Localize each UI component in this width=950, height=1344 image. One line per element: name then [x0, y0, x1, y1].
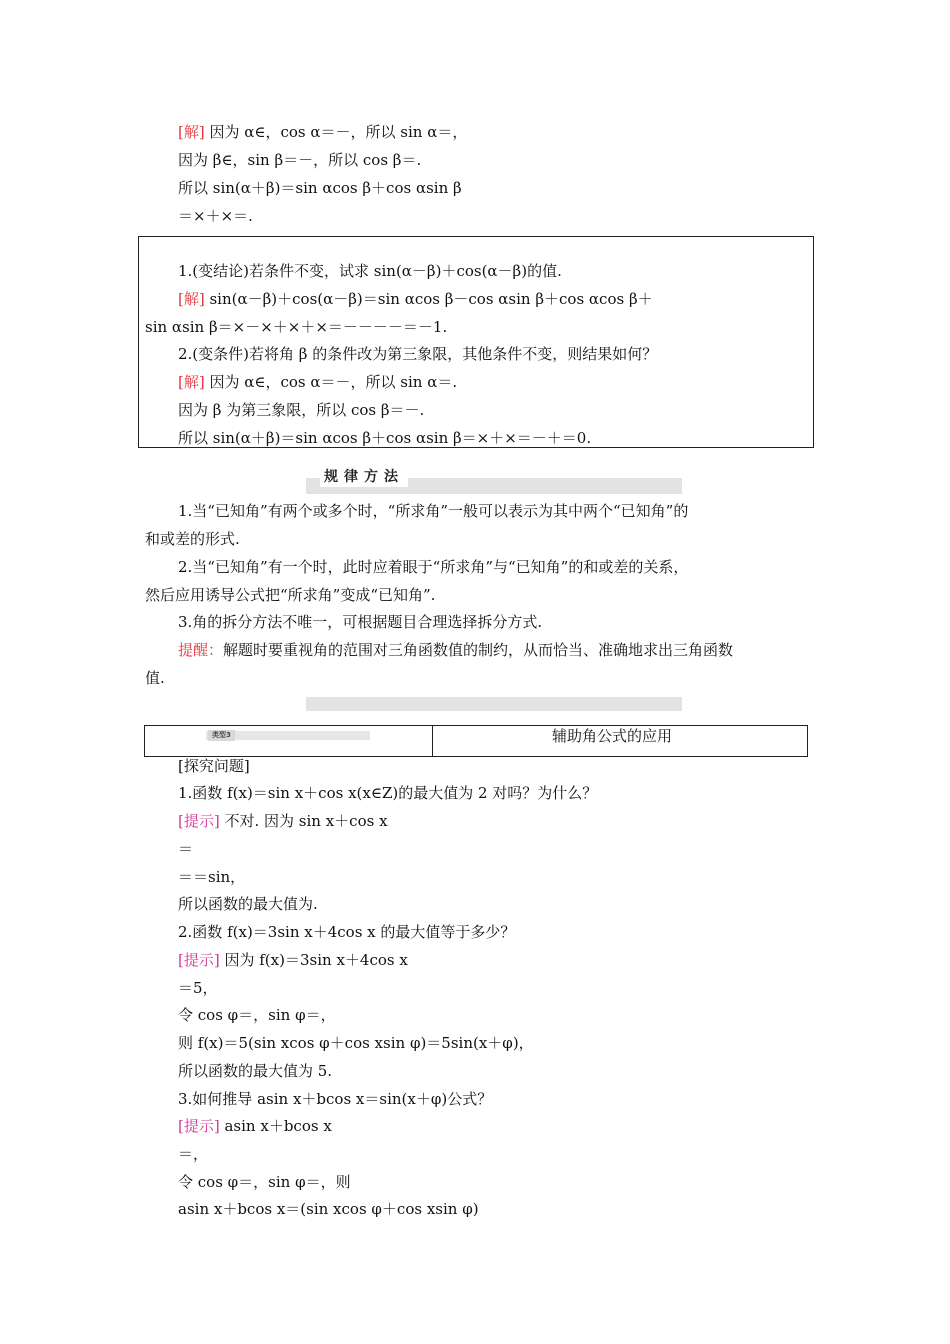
explore-h2-line3: 令 cos φ＝，sin φ＝，: [178, 1006, 336, 1024]
method-banner-title: 规律方法: [320, 467, 408, 487]
method-p1: 1.当“已知角”有两个或多个时，“所求角”一般可以表示为其中两个“已知角”的: [178, 502, 689, 520]
explore-h3: [提示] asin x＋bcos x: [178, 1117, 332, 1135]
method-p2: 2.当“已知角”有一个时，此时应着眼于“所求角”与“已知角”的和或差的关系，: [178, 558, 689, 576]
tip-label: 提醒：: [178, 641, 224, 659]
explore-q3: 3.如何推导 asin x＋bcos x＝sin(x＋φ)公式？: [178, 1090, 493, 1108]
solution-line-1: [解] 因为 α∈，cos α＝－，所以 sin α＝，: [178, 123, 468, 141]
explore-h2-line5: 所以函数的最大值为 5.: [178, 1062, 333, 1080]
type3-tag: 类型3: [208, 730, 235, 741]
solution-line-3: 所以 sin(α＋β)＝sin αcos β＋cos αsin β: [178, 179, 462, 197]
hint-tag: [提示]: [178, 812, 220, 830]
solution-tag: [解]: [178, 373, 205, 391]
variant-q1: 1.(变结论)若条件不变，试求 sin(α－β)＋cos(α－β)的值.: [178, 262, 562, 280]
type3-title: 辅助角公式的应用: [552, 727, 673, 745]
solution-line-4: ＝×＋×＝.: [178, 207, 253, 225]
section-separator: [306, 697, 682, 711]
method-tip-cont: 值.: [145, 669, 165, 687]
type3-divider: [432, 725, 433, 756]
explore-h3-line2: ＝，: [178, 1145, 209, 1163]
explore-h1-line3: ＝＝sin，: [178, 868, 246, 886]
explore-q2: 2.函数 f(x)＝3sin x＋4cos x 的最大值等于多少？: [178, 923, 516, 941]
solution-line-2: 因为 β∈，sin β＝－，所以 cos β＝.: [178, 151, 422, 169]
variant-a1-cont: sin αsin β＝×－×＋×＋×＝－－－－＝－1.: [145, 318, 448, 336]
method-p2-cont: 然后应用诱导公式把“所求角”变成“已知角”.: [145, 586, 436, 604]
hint-tag: [提示]: [178, 951, 220, 969]
explore-q1: 1.函数 f(x)＝sin x＋cos x(x∈Z)的最大值为 2 对吗？为什么？: [178, 784, 598, 802]
explore-h2-line2: ＝5，: [178, 979, 218, 997]
method-p1-cont: 和或差的形式.: [145, 530, 240, 548]
explore-h3-line4: asin x＋bcos x＝(sin xcos φ＋cos xsin φ): [178, 1200, 479, 1218]
explore-h2: [提示] 因为 f(x)＝3sin x＋4cos x: [178, 951, 408, 969]
explore-h2-line4: 则 f(x)＝5(sin xcos φ＋cos xsin φ)＝5sin(x＋φ)，: [178, 1034, 534, 1052]
solution-tag: [解]: [178, 290, 205, 308]
explore-h1-line2: ＝: [178, 840, 194, 858]
variant-a2: [解] 因为 α∈，cos α＝－，所以 sin α＝.: [178, 373, 458, 391]
method-p3: 3.角的拆分方法不唯一，可根据题目合理选择拆分方式.: [178, 613, 543, 631]
solution-tag: [解]: [178, 123, 205, 141]
method-tip: 提醒：解题时要重视角的范围对三角函数值的制约，从而恰当、准确地求出三角函数: [178, 641, 734, 659]
type3-header: [144, 725, 808, 757]
variant-q2: 2.(变条件)若将角 β 的条件改为第三象限，其他条件不变，则结果如何？: [178, 345, 658, 363]
variant-a1: [解] sin(α－β)＋cos(α－β)＝sin αcos β－cos αsin β＋cos αcos β＋: [178, 290, 653, 308]
explore-h1-line4: 所以函数的最大值为.: [178, 895, 318, 913]
hint-tag: [提示]: [178, 1117, 220, 1135]
variant-a2-line3: 所以 sin(α＋β)＝sin αcos β＋cos αsin β＝×＋×＝－＋＝0.: [178, 429, 592, 447]
variant-a2-line2: 因为 β 为第三象限，所以 cos β＝－.: [178, 401, 425, 419]
explore-h1: [提示] 不对. 因为 sin x＋cos x: [178, 812, 388, 830]
explore-h3-line3: 令 cos φ＝，sin φ＝，则: [178, 1173, 351, 1191]
explore-heading: [探究问题]: [178, 757, 250, 775]
